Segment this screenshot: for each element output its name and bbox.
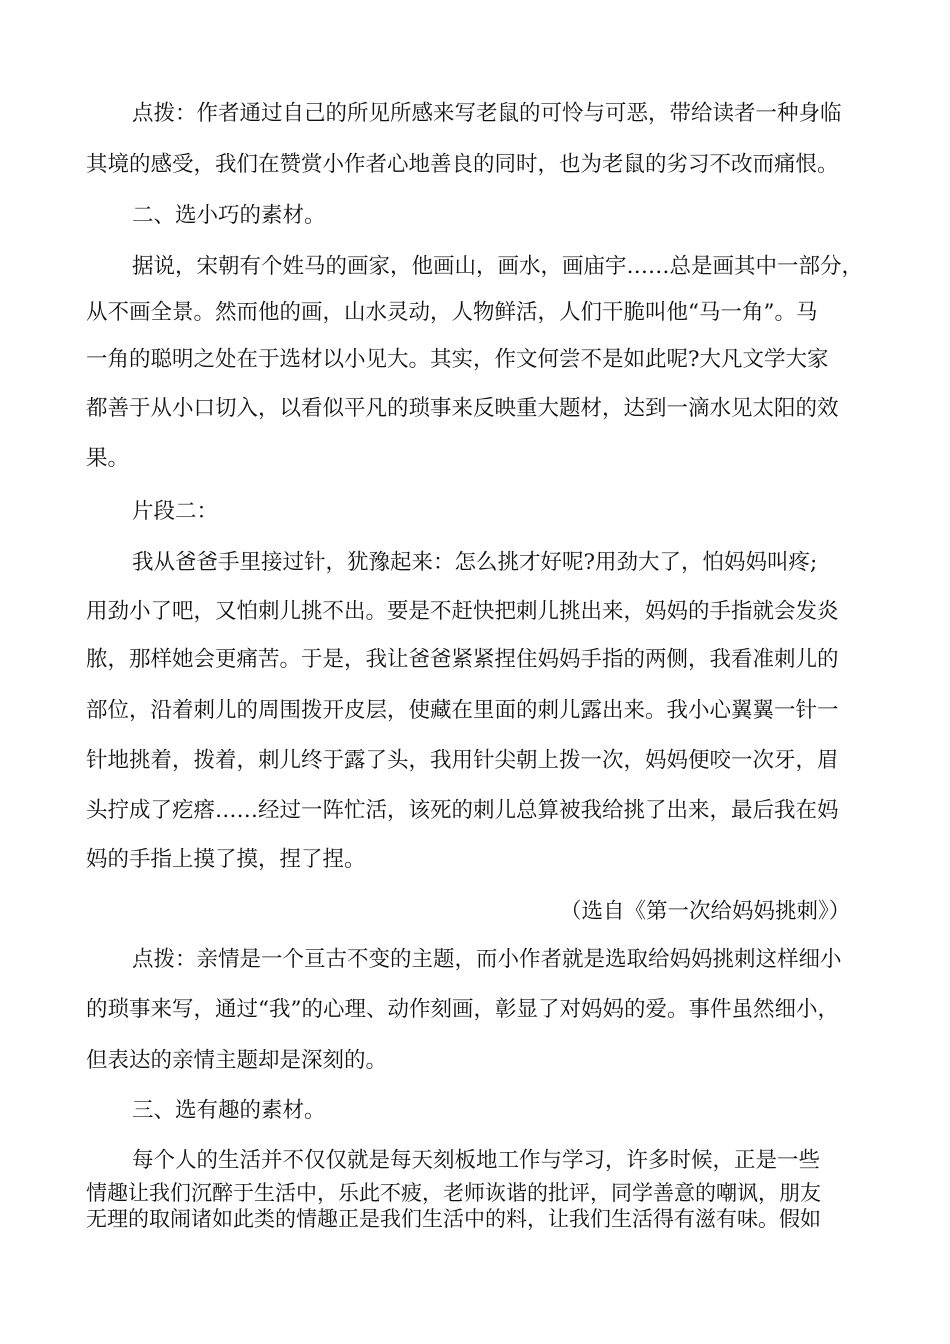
section-heading: 三、选有趣的素材。	[132, 1098, 326, 1123]
paragraph-line: 的琐事来写，通过“我”的心理、动作刻画，彰显了对妈妈的爱。事件虽然细小，	[86, 997, 839, 1022]
paragraph-line: 每个人的生活并不仅仅就是每天刻板地工作与学习，许多时候，正是一些	[132, 1148, 821, 1173]
paragraph-line: 脓，那样她会更痛苦。于是，我让爸爸紧紧捏住妈妈手指的两侧，我看准刺儿的	[86, 647, 839, 672]
paragraph-line: 都善于从小口切入，以看似平凡的琐事来反映重大题材，达到一滴水见太阳的效	[86, 396, 839, 421]
source-citation: （选自《第一次给妈妈挑刺》）	[560, 899, 851, 924]
paragraph-line: 我从爸爸手里接过针，犹豫起来：怎么挑才好呢?用劲大了，怕妈妈叫疼;	[132, 550, 818, 575]
paragraph-line: 据说，宋朝有个姓马的画家，他画山，画水，画庙宇……总是画其中一部分，	[132, 254, 864, 279]
paragraph-line: 无理的取闹诸如此类的情趣正是我们生活中的料，让我们生活得有滋有味。假如	[86, 1207, 821, 1231]
paragraph-line: 其境的感受，我们在赞赏小作者心地善良的同时，也为老鼠的劣习不改而痛恨。	[86, 152, 839, 177]
paragraph-line: 但表达的亲情主题却是深刻的。	[86, 1048, 388, 1073]
fragment-label: 片段二：	[132, 499, 219, 524]
paragraph-line: 点拨：作者通过自己的所见所感来写老鼠的可怜与可恶，带给读者一种身临	[132, 101, 842, 126]
paragraph-line: 头拧成了疙瘩……经过一阵忙活，该死的刺儿总算被我给挑了出来，最后我在妈	[86, 798, 839, 823]
paragraph-line: 情趣让我们沉醉于生活中，乐此不疲，老师诙谐的批评，同学善意的嘲讽，朋友	[86, 1181, 821, 1205]
paragraph-line: 针地挑着，拨着，刺儿终于露了头，我用针尖朝上拨一次，妈妈便咬一次牙，眉	[86, 748, 839, 773]
paragraph-line: 用劲小了吧，又怕刺儿挑不出。要是不赶快把刺儿挑出来，妈妈的手指就会发炎	[86, 599, 839, 624]
paragraph-line: 妈的手指上摸了摸，捏了捏。	[86, 847, 366, 872]
section-heading: 二、选小巧的素材。	[132, 203, 326, 228]
paragraph-line: 一角的聪明之处在于选材以小见大。其实，作文何尝不是如此呢?大凡文学大家	[86, 347, 829, 372]
paragraph-line: 部位，沿着刺儿的周围拨开皮层，使藏在里面的刺儿露出来。我小心翼翼一针一	[86, 698, 839, 723]
paragraph-line: 从不画全景。然而他的画，山水灵动，人物鲜活，人们干脆叫他“马一角”。马	[86, 300, 818, 325]
paragraph-line: 点拨：亲情是一个亘古不变的主题，而小作者就是选取给妈妈挑刺这样细小	[132, 947, 842, 972]
paragraph-line: 果。	[86, 446, 130, 471]
